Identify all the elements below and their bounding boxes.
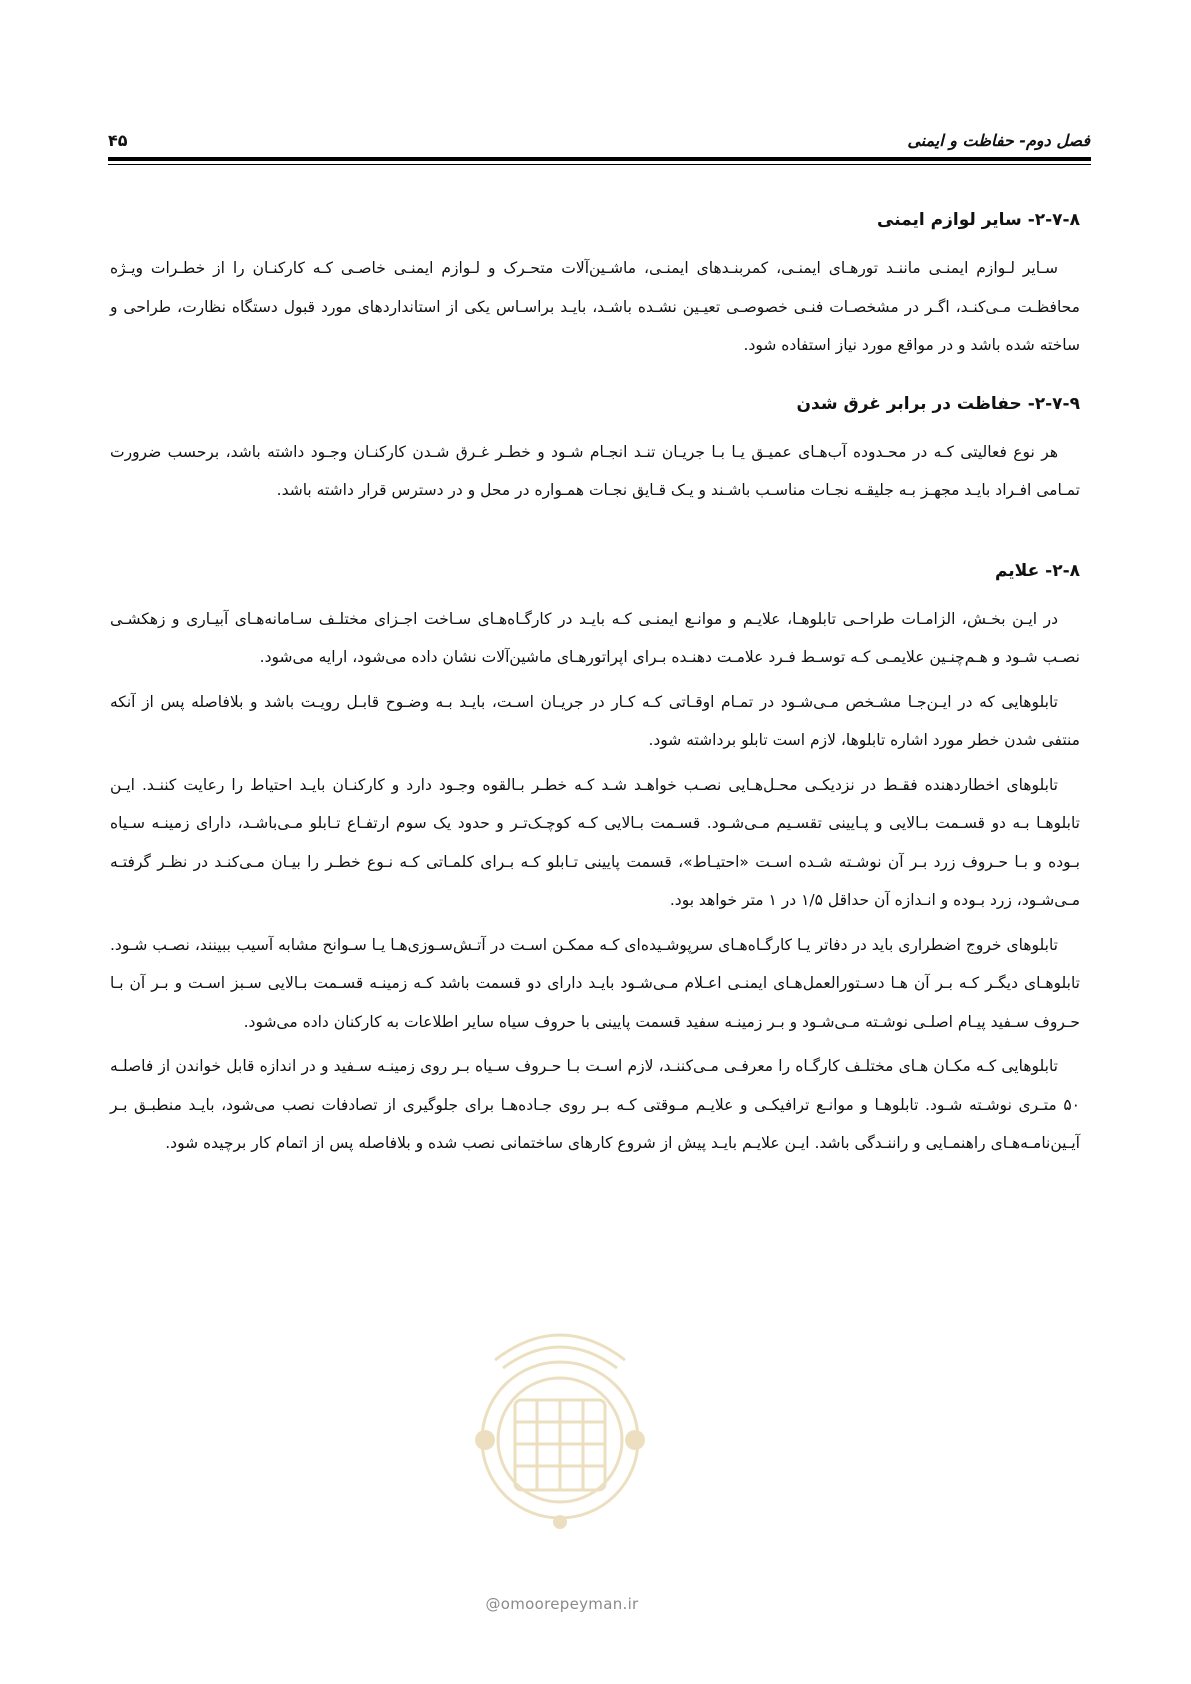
chapter-title: فصل دوم- حفاظت و ایمنی <box>907 131 1090 150</box>
header-rule-thick <box>108 157 1091 161</box>
section-heading: ۲-۷-۸- سایر لوازم ایمنی <box>877 210 1080 230</box>
page-content <box>110 205 1080 1169</box>
paragraph: در ایـن بخـش، الزامـات طراحـی تابلوهـا، علایـم و موانـع ایمنـی کـه بایـد در کارگـاه‌هـای سـاخت اجـزای مختلـف سـامانه‌هـای آبیـاری و زهکشـی نصـب شـود و هـم‌چنـین علایمـی کـه توسـط فـرد علامـت دهنـده بـرای اپراتورهـای ماشین‌آلات نشان داده می‌شود، ارایه می‌شود. <box>110 609 1080 666</box>
seal-logo-icon <box>455 1290 665 1530</box>
paragraph: تابلوهایی که در ایـن‌جـا مشـخص مـی‌شـود در تمـام اوقـاتی کـه کـار در جریـان اسـت، بایـد بـه وضـوح قابـل رویـت باشد و بلافاصله پس از آنکه منتفی شدن خطر مورد اشاره تابلوها، لازم است تابلو برداشته شود. <box>110 692 1080 749</box>
watermark-url: @omoorepeyman.ir <box>485 1595 639 1613</box>
paragraph: سـایر لـوازم ایمنـی ماننـد تورهـای ایمنـی، کمربنـدهای ایمنـی، ماشـین‌آلات متحـرک و لـوازم ایمنـی خاصـی کـه کارکنـان را از خطـرات ویـژه محافظـت مـی‌کنـد، اگـر در مشخصـات فنـی خصوصـی تعیـین نشـده باشـد، بایـد براسـاس یکی از استانداردهای مورد قبول دستگاه نظارت، طراحی و ساخته شده باشد و در مواقع مورد نیاز استفاده شود. <box>110 259 1080 354</box>
page-header <box>108 128 1090 154</box>
paragraph: تابلوهای اخطاردهنده فقـط در نزدیکـی محـل‌هـایی نصـب خواهـد شـد کـه خطـر بـالقوه وجـود دارد و کارکنـان بایـد احتیاط را رعایت کننـد. ایـن تابلوهـا بـه دو قسـمت بـالایی و پـایینی تقسـیم مـی‌شـود. قسـمت بـالایی کـه کوچـک‌تـر و حدود یک سوم ارتفـاع تـابلو مـی‌باشـد، دارای زمینـه سـیاه بـوده و بـا حـروف زرد بـر آن نوشـته شـده اسـت «احتیـاط»، قسمت پایینی تـابلو کـه بـرای کلمـاتی کـه نـوع خطـر را بیـان مـی‌کنـد در نظـر گرفتـه مـی‌شـود، زرد بـوده و انـدازه آن حداقل ۱/۵ در ۱ متر خواهد بود. <box>110 775 1080 909</box>
section-heading: ۲-۸- علایم <box>994 560 1080 581</box>
page-number: ۴۵ <box>108 131 128 150</box>
header-rule-thin <box>108 164 1091 165</box>
section-heading: ۲-۷-۹- حفاظت در برابر غرق شدن <box>796 393 1080 414</box>
paragraph: هر نوع فعالیتی کـه در محـدوده آب‌هـای عمیـق یـا بـا جریـان تنـد انجـام شـود و خطـر غـرق شـدن کارکنـان وجـود داشته باشد، برحسب ضرورت تمـامی افـراد بایـد مجهـز بـه جلیقـه نجـات مناسـب باشـند و یـک قـایق نجـات همـواره در محل و در دسترس قرار داشته باشد. <box>110 442 1080 499</box>
paragraph: تابلوهای خروج اضطراری باید در دفاتر یـا کارگـاه‌هـای سرپوشـیده‌ای کـه ممکـن اسـت در آتـش‌سـوزی‌هـا یـا سـوانح مشابه آسیب ببینند، نصـب شـود. تابلوهـای دیگـر کـه بـر آن هـا دسـتورالعمل‌هـای ایمنـی اعـلام مـی‌شـود بایـد دارای دو قسمت باشد کـه زمینـه قسـمت بـالایی سـبز اسـت و بـر آن بـا حـروف سـفید پیـام اصلـی نوشـته مـی‌شـود و بـر زمینـه سفید قسمت پایینی با حروف سیاه سایر اطلاعات به کارکنان داده می‌شود. <box>110 935 1080 1031</box>
paragraph: تابلوهایی کـه مکـان هـای مختلـف کارگـاه را معرفـی مـی‌کننـد، لازم اسـت بـا حـروف سـیاه بـر روی زمینـه سـفید و در اندازه قابل خواندن از فاصلـه ۵۰ متـری نوشـته شـود. تابلوهـا و موانـع ترافیکـی و علایـم مـوقتی کـه بـر روی جـاده‌هـا برای جلوگیری از تصادفات نصب می‌شود، بایـد منطبـق بـر آیـین‌نامـه‌هـای راهنمـایی و راننـدگی باشد. ایـن علایـم بایـد پیش از شروع کارهای ساختمانی نصب شده و بلافاصله پس از اتمام کار برچیده شود. <box>110 1057 1080 1152</box>
